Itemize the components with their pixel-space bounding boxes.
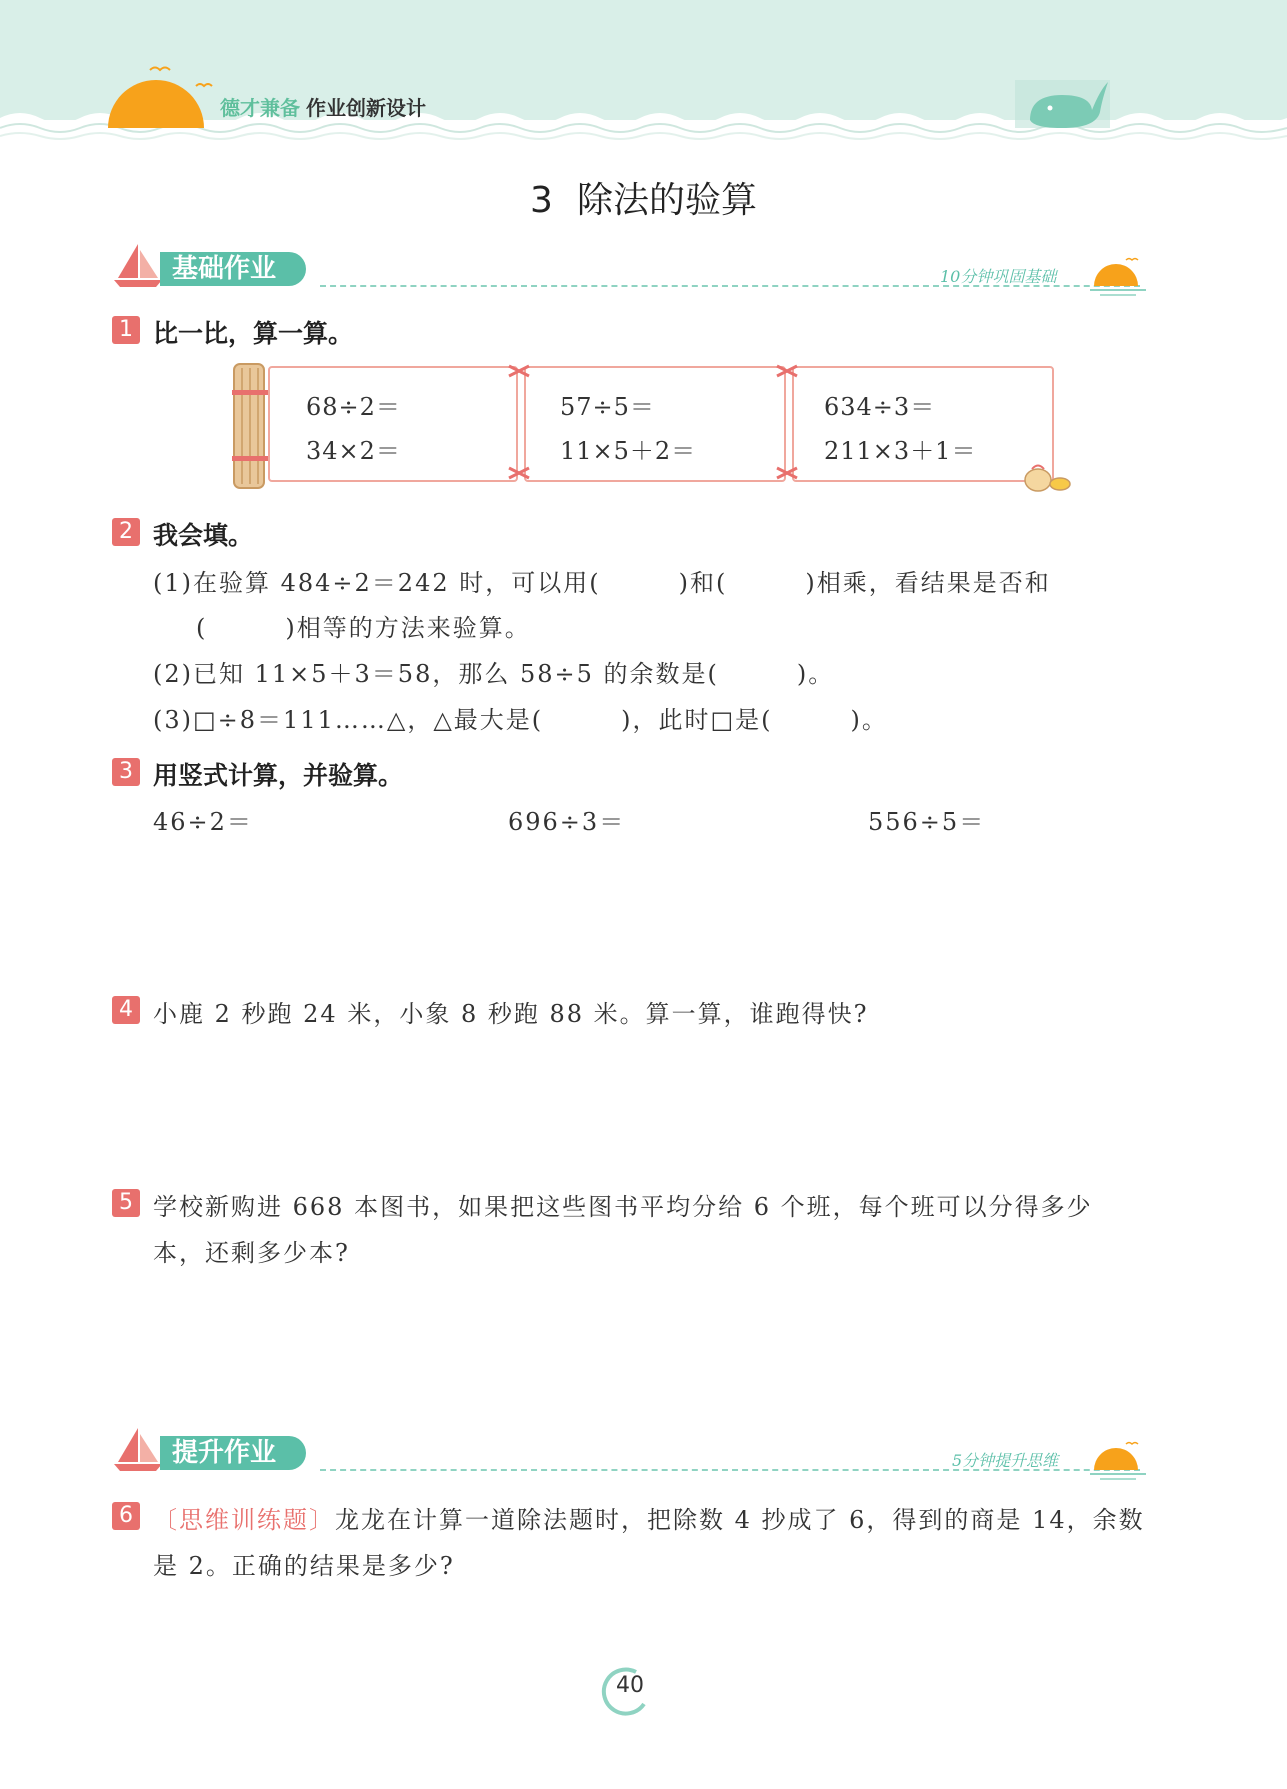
question-6-text-1: 龙龙在计算一道除法题时，把除数 4 抄成了 6，得到的商是 14，余数 — [335, 1506, 1145, 1534]
question-2-title: 我会填。 — [153, 521, 254, 550]
lesson-title: 除法的验算 — [576, 180, 757, 221]
sailboat-icon — [112, 240, 164, 288]
question-2-line-2: ( )相等的方法来验算。 — [196, 614, 531, 642]
sun-icon — [1090, 1438, 1146, 1482]
question-number-4: 4 — [112, 996, 140, 1024]
brand-title — [220, 92, 426, 121]
question-1-title: 比一比，算一算。 — [153, 319, 354, 348]
lesson-number: 3 — [530, 180, 553, 221]
section-basic-hint: 10分钟巩固基础 — [940, 267, 1057, 286]
question-2-line-3: (2)已知 11×5＋3＝58，那么 58÷5 的余数是( )。 — [153, 660, 835, 688]
question-2-line-4: (3)□÷8＝111……△，△最大是( )，此时□是( )。 — [153, 706, 888, 734]
question-number-1: 1 — [112, 316, 140, 344]
brand-dark: 作业创新设计 — [306, 96, 426, 120]
thinking-tag: 〔思维训练题〕 — [153, 1506, 335, 1534]
header-decoration — [0, 0, 1287, 150]
question-number-6: 6 — [112, 1502, 140, 1530]
question-number-3: 3 — [112, 758, 140, 786]
compare-2-division: 57÷5＝ — [560, 393, 655, 421]
question-3-title: 用竖式计算，并验算。 — [153, 761, 404, 790]
section-advanced-label: 提升作业 — [160, 1436, 306, 1470]
question-5-line-1: 学校新购进 668 本图书，如果把这些图书平均分给 6 个班，每个班可以分得多少 — [153, 1193, 1093, 1221]
section-basic-label: 基础作业 — [160, 252, 306, 286]
question-6-line-2: 是 2。正确的结果是多少? — [153, 1552, 455, 1580]
compare-3-check: 211×3＋1＝ — [824, 437, 977, 465]
brand-green: 德才兼备 — [220, 96, 300, 120]
ribbon-bow-icon — [772, 360, 802, 484]
question-number-5: 5 — [112, 1189, 140, 1217]
question-5-line-2: 本，还剩多少本? — [153, 1239, 350, 1267]
compare-1-division: 68÷2＝ — [306, 393, 401, 421]
page-number: 40 — [616, 1673, 644, 1698]
calc-item-3: 556÷5＝ — [868, 808, 986, 836]
calc-item-2: 696÷3＝ — [508, 808, 626, 836]
question-6-line-1 — [153, 1500, 1145, 1535]
page-title — [0, 172, 1287, 223]
question-number-2: 2 — [112, 518, 140, 546]
compare-3-division: 634÷3＝ — [824, 393, 936, 421]
section-advanced-hint: 5分钟提升思维 — [952, 1451, 1059, 1470]
header-band — [0, 0, 1287, 150]
sailboat-icon — [112, 1424, 164, 1472]
ribbon-bow-icon — [504, 360, 534, 484]
question-2-line-1: (1)在验算 484÷2＝242 时，可以用( )和( )相乘，看结果是否和 — [153, 569, 1051, 597]
question-4-text: 小鹿 2 秒跑 24 米，小象 8 秒跑 88 米。算一算，谁跑得快? — [153, 1000, 869, 1028]
sun-icon — [1090, 254, 1146, 298]
money-bag-icon — [1022, 456, 1072, 494]
compare-1-check: 34×2＝ — [306, 437, 401, 465]
calc-item-1: 46÷2＝ — [153, 808, 253, 836]
compare-2-check: 11×5＋2＝ — [560, 437, 697, 465]
